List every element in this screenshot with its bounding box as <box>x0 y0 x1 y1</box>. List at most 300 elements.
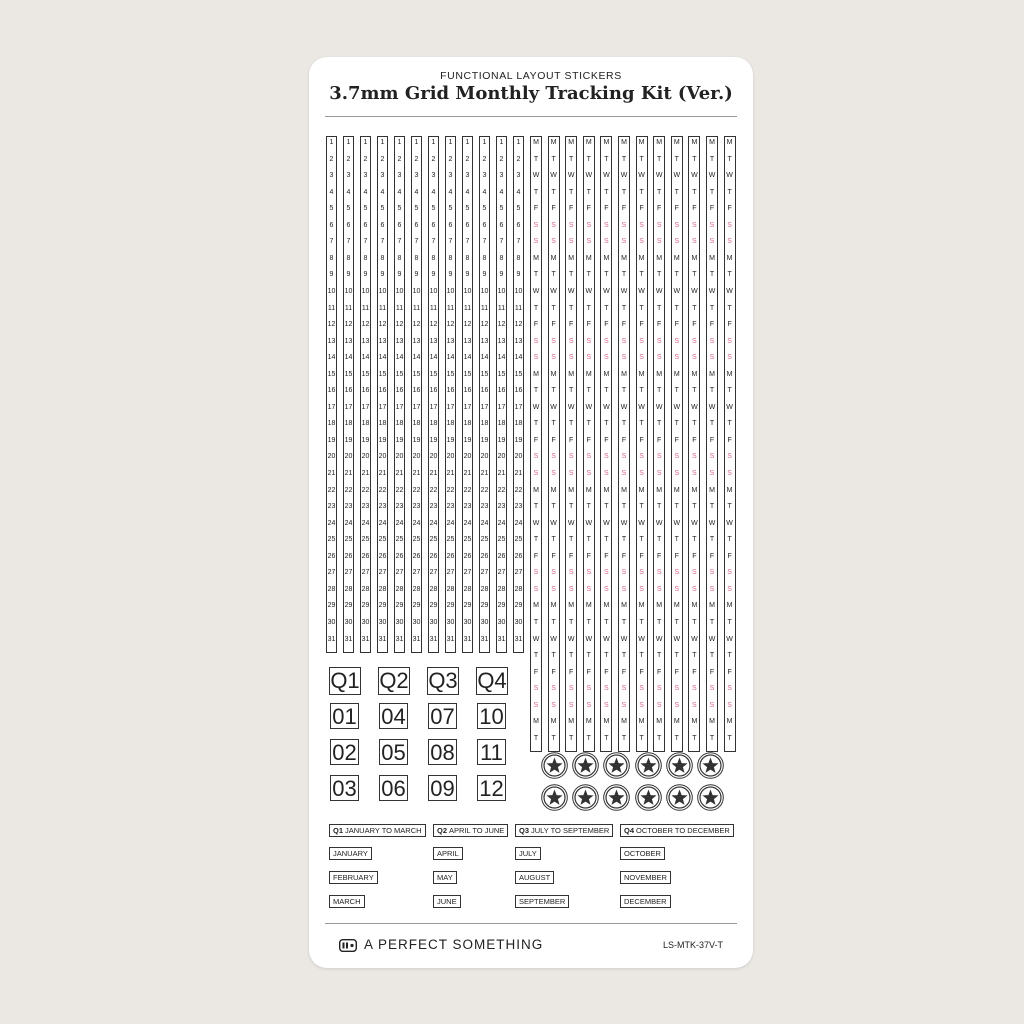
weekday-letter: T <box>727 652 732 660</box>
date-number: 7 <box>465 238 470 246</box>
date-strip <box>360 136 371 653</box>
date-number: 3 <box>499 172 504 180</box>
date-number: 21 <box>327 470 336 477</box>
weekday-letter: T <box>604 271 609 279</box>
weekday-letter: S <box>639 238 644 246</box>
weekday-letter: S <box>727 685 732 693</box>
date-number: 2 <box>516 155 521 163</box>
weekday-letter: M <box>691 602 698 610</box>
weekday-letter: S <box>533 701 539 709</box>
date-number: 27 <box>395 569 404 577</box>
weekday-letter: T <box>709 420 715 428</box>
date-number: 11 <box>327 304 336 312</box>
weekday-letter: M <box>568 486 575 494</box>
date-number: 2 <box>465 155 470 163</box>
date-number: 20 <box>480 453 489 461</box>
weekday-letter: T <box>674 304 679 312</box>
date-number: 17 <box>480 403 489 411</box>
date-number: 21 <box>514 470 523 477</box>
date-number: 25 <box>395 536 404 544</box>
star-seal-icon <box>572 784 599 811</box>
weekday-letter: T <box>551 387 556 395</box>
weekday-letter: S <box>674 701 680 709</box>
month-label: AUGUST <box>515 871 554 884</box>
date-number: 31 <box>344 635 353 643</box>
brand-name: A PERFECT SOMETHING <box>364 937 544 952</box>
weekday-letter: T <box>604 652 609 660</box>
weekday-letter: S <box>551 337 556 345</box>
weekday-letter: M <box>673 254 680 262</box>
weekday-letter: F <box>586 436 591 444</box>
date-number: 11 <box>361 304 370 312</box>
weekday-letter: M <box>533 370 539 378</box>
weekday-letter: T <box>621 304 627 312</box>
weekday-letter: S <box>674 238 680 246</box>
quarter-tile: Q3 <box>428 668 458 693</box>
weekday-letter: S <box>692 453 697 461</box>
weekday-letter: T <box>674 387 679 395</box>
weekday-letter: F <box>727 321 732 329</box>
weekday-letter: S <box>586 569 592 577</box>
weekday-letter: M <box>638 254 645 262</box>
month-number-tile: 09 <box>428 775 457 801</box>
weekday-letter: M <box>621 370 627 378</box>
weekday-letter: T <box>586 618 591 626</box>
weekday-letter: W <box>726 287 733 295</box>
date-number: 5 <box>380 205 385 213</box>
date-number: 1 <box>499 139 504 146</box>
month-label: JANUARY <box>329 847 372 860</box>
quarter-range-text: OCTOBER TO DECEMBER <box>636 826 730 835</box>
weekday-letter: F <box>586 552 591 560</box>
weekday-letter: F <box>551 552 556 560</box>
weekday-letter: M <box>603 139 610 146</box>
date-number: 24 <box>463 519 472 527</box>
date-number: 14 <box>361 354 370 362</box>
date-number: 18 <box>344 420 353 428</box>
date-strip <box>394 136 405 653</box>
weekday-letter: W <box>603 287 610 295</box>
date-number: 6 <box>465 221 470 229</box>
date-number: 1 <box>465 139 470 146</box>
weekday-letter: F <box>621 205 627 213</box>
weekday-letter: T <box>674 652 679 660</box>
date-number: 14 <box>327 354 336 362</box>
date-number: 22 <box>344 486 353 494</box>
date-number: 4 <box>516 188 521 196</box>
weekday-letter: S <box>692 470 697 477</box>
date-number: 11 <box>378 304 387 312</box>
weekday-letter: T <box>569 387 574 395</box>
date-number: 8 <box>448 254 453 262</box>
month-number-tile: 05 <box>379 739 408 765</box>
date-number: 30 <box>429 618 438 626</box>
weekday-letter: S <box>639 470 644 477</box>
date-number: 24 <box>361 519 370 527</box>
weekday-letter: S <box>727 337 732 345</box>
date-number: 3 <box>380 172 385 180</box>
date-number: 17 <box>327 403 336 411</box>
weekday-letter: F <box>692 205 697 213</box>
weekday-letter: T <box>604 304 609 312</box>
date-number: 1 <box>431 139 436 146</box>
weekday-letter: S <box>674 221 680 229</box>
date-number: 1 <box>448 139 453 146</box>
weekday-letter: S <box>533 221 539 229</box>
weekday-letter: M <box>585 139 592 146</box>
weekday-letter: F <box>674 668 679 676</box>
weekday-letter: S <box>621 701 627 709</box>
star-seal-icon <box>603 752 630 779</box>
weekday-letter: T <box>639 155 644 163</box>
weekday-letter: W <box>620 403 628 411</box>
month-number-tile: 02 <box>330 739 359 765</box>
weekday-letter: S <box>674 354 680 362</box>
date-number: 9 <box>516 271 521 279</box>
date-number: 15 <box>497 370 506 378</box>
date-strip <box>377 136 388 653</box>
date-number: 5 <box>499 205 504 213</box>
quarter-tile: Q2 <box>379 668 409 693</box>
date-number: 22 <box>378 486 387 494</box>
date-number: 5 <box>346 205 351 213</box>
date-number: 30 <box>514 618 523 626</box>
date-number: 3 <box>482 172 487 180</box>
date-number: 8 <box>482 254 487 262</box>
month-label: OCTOBER <box>620 847 665 860</box>
weekday-letter: T <box>569 618 574 626</box>
weekday-letter: W <box>691 287 698 295</box>
weekday-letter: F <box>586 205 591 213</box>
sheet-title: 3.7mm Grid Monthly Tracking Kit (Ver.) <box>329 83 733 104</box>
date-number: 16 <box>412 387 421 395</box>
date-number: 6 <box>329 221 334 229</box>
weekday-letter: W <box>673 519 681 527</box>
date-number: 29 <box>429 602 438 610</box>
weekday-strip <box>706 136 718 752</box>
date-number: 16 <box>378 387 387 395</box>
weekday-letter: S <box>621 453 627 461</box>
weekday-letter: W <box>603 172 610 180</box>
weekday-letter: T <box>604 155 609 163</box>
weekday-letter: F <box>569 552 574 560</box>
month-label: JUNE <box>433 895 461 908</box>
date-number: 13 <box>497 337 506 345</box>
weekday-letter: S <box>621 585 627 593</box>
weekday-letter: T <box>639 420 644 428</box>
number-tiles <box>327 665 527 805</box>
weekday-letter: M <box>533 602 539 610</box>
weekday-letter: T <box>533 304 539 312</box>
weekday-letter: W <box>638 287 645 295</box>
weekday-letter: M <box>533 139 539 146</box>
date-strip <box>479 136 490 653</box>
weekday-letter: W <box>655 519 663 527</box>
weekday-letter: S <box>586 453 592 461</box>
weekday-strip <box>583 136 595 752</box>
date-number: 27 <box>497 569 506 577</box>
date-number: 19 <box>412 436 421 444</box>
date-number: 20 <box>429 453 438 461</box>
weekday-letter: M <box>691 718 698 726</box>
weekday-letter: T <box>569 304 574 312</box>
weekday-letter: T <box>657 420 662 428</box>
weekday-letter: M <box>709 718 715 726</box>
date-number: 17 <box>395 403 404 411</box>
weekday-letter: S <box>604 569 609 577</box>
quarter-code: Q3 <box>519 826 530 835</box>
date-number: 28 <box>514 585 523 593</box>
date-number: 7 <box>516 238 521 246</box>
weekday-letter: T <box>674 503 679 511</box>
weekday-letter: T <box>709 155 715 163</box>
date-number: 22 <box>497 486 506 494</box>
weekday-letter: F <box>533 321 539 329</box>
weekday-letter: M <box>568 602 575 610</box>
date-number: 11 <box>412 304 421 312</box>
weekday-letter: M <box>568 718 575 726</box>
weekday-letter: M <box>568 139 575 146</box>
date-number: 13 <box>378 337 387 345</box>
weekday-letter: S <box>568 238 574 246</box>
date-number: 6 <box>516 221 521 229</box>
weekday-letter: F <box>657 552 662 560</box>
date-number: 22 <box>361 486 370 494</box>
weekday-letter: S <box>533 569 539 577</box>
weekday-letter: T <box>727 420 732 428</box>
weekday-letter: F <box>709 552 715 560</box>
date-number: 18 <box>463 420 472 428</box>
month-label: APRIL <box>433 847 463 860</box>
weekday-letter: F <box>604 668 609 676</box>
weekday-letter: W <box>585 287 593 295</box>
weekday-letter: S <box>621 337 627 345</box>
weekday-letter: T <box>674 420 679 428</box>
date-number: 12 <box>361 321 370 329</box>
date-number: 11 <box>497 304 506 312</box>
date-number: 10 <box>463 287 472 295</box>
weekday-letter: S <box>604 354 609 362</box>
weekday-letter: T <box>727 304 732 312</box>
weekday-letter: W <box>638 519 645 527</box>
weekday-letter: M <box>585 370 592 378</box>
weekday-letter: T <box>586 304 591 312</box>
date-number: 26 <box>395 552 404 560</box>
date-number: 6 <box>448 221 453 229</box>
weekday-letter: T <box>551 536 556 544</box>
weekday-letter: S <box>656 221 662 229</box>
date-number: 29 <box>361 602 370 610</box>
date-number: 15 <box>378 370 387 378</box>
star-seal-icon <box>572 752 599 779</box>
weekday-letter: T <box>709 271 715 279</box>
date-number: 11 <box>463 304 472 312</box>
weekday-letter: S <box>533 354 539 362</box>
month-label: FEBRUARY <box>329 871 378 884</box>
weekday-letter: F <box>533 436 539 444</box>
date-number: 11 <box>446 304 455 312</box>
weekday-letter: S <box>551 585 556 593</box>
weekday-letter: W <box>550 403 557 411</box>
weekday-letter: S <box>568 337 574 345</box>
date-number: 30 <box>378 618 387 626</box>
weekday-letter: M <box>638 718 645 726</box>
date-number: 14 <box>378 354 387 362</box>
date-number: 30 <box>463 618 472 626</box>
weekday-letter: F <box>674 436 679 444</box>
date-number: 14 <box>395 354 404 362</box>
date-number: 2 <box>380 155 385 163</box>
date-number: 6 <box>380 221 385 229</box>
weekday-letter: F <box>621 436 627 444</box>
date-number: 8 <box>329 254 334 262</box>
date-number: 8 <box>516 254 521 262</box>
weekday-letter: F <box>639 436 644 444</box>
weekday-letter: S <box>568 453 574 461</box>
date-number: 31 <box>429 635 438 643</box>
weekday-letter: M <box>726 602 733 610</box>
weekday-letter: T <box>551 188 556 196</box>
weekday-letter: T <box>692 188 697 196</box>
weekday-letter: S <box>674 585 680 593</box>
date-number: 15 <box>344 370 353 378</box>
weekday-letter: T <box>639 734 644 742</box>
date-number: 17 <box>463 403 472 411</box>
date-number: 10 <box>361 287 370 295</box>
date-number: 16 <box>429 387 438 395</box>
weekday-letter: S <box>727 238 732 246</box>
date-number: 21 <box>361 470 370 477</box>
weekday-letter: M <box>673 718 680 726</box>
date-number: 25 <box>514 536 523 544</box>
weekday-letter: S <box>709 238 715 246</box>
date-number: 1 <box>414 139 419 146</box>
date-number: 23 <box>327 503 336 511</box>
date-number: 7 <box>380 238 385 246</box>
weekday-letter: T <box>709 304 715 312</box>
weekday-letter: T <box>674 734 679 742</box>
quarter-range-label <box>515 824 613 837</box>
weekday-letter: W <box>691 172 698 180</box>
weekday-letter: S <box>727 470 732 477</box>
date-number: 2 <box>448 155 453 163</box>
weekday-letter: T <box>621 155 627 163</box>
date-number: 25 <box>361 536 370 544</box>
date-number: 1 <box>397 139 402 146</box>
weekday-letter: M <box>691 370 698 378</box>
weekday-letter: S <box>533 337 539 345</box>
date-number: 28 <box>480 585 489 593</box>
date-number: 22 <box>395 486 404 494</box>
date-number: 22 <box>412 486 421 494</box>
date-number: 3 <box>414 172 419 180</box>
weekday-letter: T <box>709 387 715 395</box>
date-number: 18 <box>327 420 336 428</box>
date-number: 26 <box>446 552 455 560</box>
weekday-letter: S <box>692 701 697 709</box>
date-number: 8 <box>414 254 419 262</box>
date-number: 16 <box>395 387 404 395</box>
weekday-letter: M <box>673 602 680 610</box>
weekday-letter: S <box>692 337 697 345</box>
weekday-letter: W <box>567 287 575 295</box>
date-number: 21 <box>463 470 472 477</box>
sheet-subtitle: FUNCTIONAL LAYOUT STICKERS <box>440 70 622 82</box>
weekday-letter: T <box>657 271 662 279</box>
date-number: 18 <box>361 420 370 428</box>
weekday-letter: F <box>586 668 591 676</box>
weekday-letter: T <box>551 503 556 511</box>
weekday-letter: M <box>603 370 610 378</box>
date-number: 21 <box>412 470 421 477</box>
weekday-letter: F <box>604 552 609 560</box>
month-label: JULY <box>515 847 541 860</box>
weekday-letter: M <box>550 370 557 378</box>
weekday-letter: S <box>674 470 680 477</box>
weekday-letter: S <box>586 337 592 345</box>
weekday-letter: F <box>674 205 679 213</box>
month-label: NOVEMBER <box>620 871 671 884</box>
date-number: 8 <box>363 254 368 262</box>
date-number: 9 <box>363 271 368 279</box>
date-number: 9 <box>397 271 402 279</box>
weekday-letter: S <box>639 685 644 693</box>
date-number: 7 <box>397 238 402 246</box>
weekday-letter: W <box>655 172 663 180</box>
weekday-letter: T <box>621 536 627 544</box>
weekday-letter: T <box>657 734 662 742</box>
date-number: 4 <box>397 188 402 196</box>
date-number: 26 <box>361 552 370 560</box>
month-number-tile: 04 <box>379 703 408 729</box>
weekday-letter: M <box>621 254 627 262</box>
date-strip <box>445 136 456 653</box>
date-number: 23 <box>361 503 370 511</box>
date-number: 31 <box>514 635 523 643</box>
quarter-range-label <box>433 824 508 837</box>
date-number: 4 <box>363 188 368 196</box>
tracking-strips <box>326 136 740 748</box>
star-seal-icon <box>635 784 662 811</box>
date-number: 5 <box>329 205 334 213</box>
weekday-strip <box>600 136 612 752</box>
date-number: 16 <box>446 387 455 395</box>
date-number: 14 <box>497 354 506 362</box>
date-number: 1 <box>346 139 351 146</box>
weekday-letter: M <box>656 718 663 726</box>
weekday-letter: W <box>567 172 575 180</box>
date-number: 29 <box>480 602 489 610</box>
weekday-letter: W <box>655 635 663 643</box>
date-number: 20 <box>378 453 387 461</box>
weekday-letter: W <box>708 635 716 643</box>
weekday-letter: T <box>586 271 591 279</box>
date-number: 23 <box>514 503 523 511</box>
date-number: 27 <box>463 569 472 577</box>
weekday-letter: W <box>673 403 681 411</box>
weekday-letter: S <box>709 585 715 593</box>
date-number: 16 <box>327 387 336 395</box>
date-number: 5 <box>465 205 470 213</box>
weekday-letter: F <box>657 205 662 213</box>
weekday-letter: T <box>692 155 697 163</box>
date-number: 15 <box>463 370 472 378</box>
weekday-letter: W <box>620 287 628 295</box>
date-number: 27 <box>446 569 455 577</box>
date-number: 13 <box>514 337 523 345</box>
month-number-tile: 10 <box>477 703 506 729</box>
weekday-letter: S <box>586 354 592 362</box>
